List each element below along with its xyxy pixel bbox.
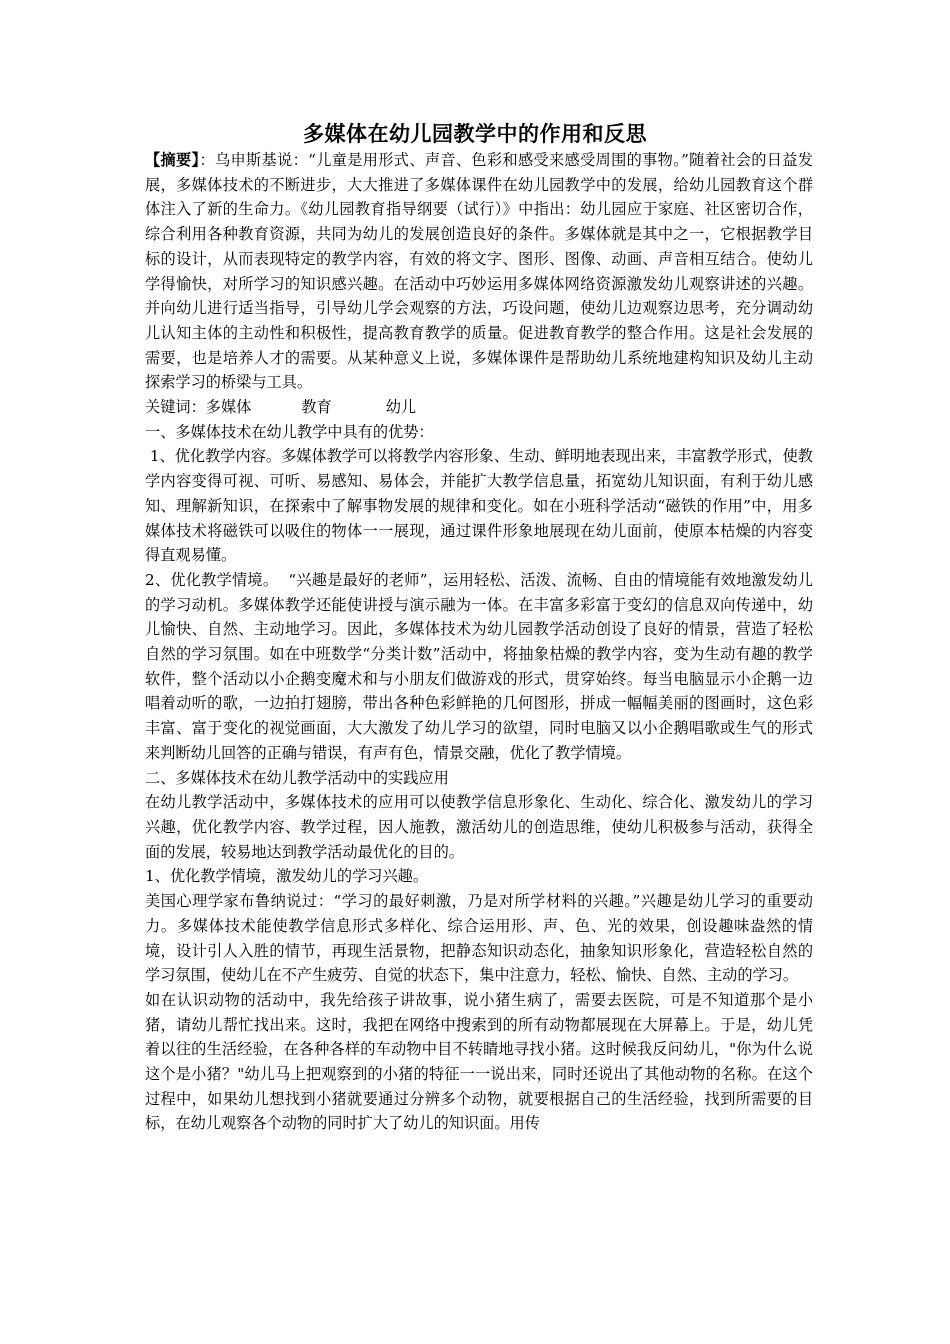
paragraph: 2、优化教学情境。 “兴趣是最好的老师”，运用轻松、活泼、流畅、自由的情境能有效地激发幼儿的学习动机。多媒体教学还能使讲授与演示融为一体。在丰富多彩富于变幻的信息双向传递中，幼儿愉快、自然、主动地学习。因此，多媒体技术为幼儿园教学活动创设了良好的情景，营造了轻松自然的学习氛围。如在中班数学“分类计数”活动中，将抽象枯燥的教学内容，变为生动有趣的教学软件，整个活动以小企鹅变魔术和与小朋友们做游戏的形式，贯穿始终。每当电脑显示小企鹅一边唱着动听的歌，一边拍打翅膀，带出各种色彩鲜艳的几何图形，拼成一幅幅美丽的图画时，这色彩丰富、富于变化的视觉画面，大大激发了幼儿学习的欲望，同时电脑又以小企鹅唱歌或生气的形式来判断幼儿回答的正确与错误，有声有色，情景交融，优化了教学情境。: [145, 570, 813, 762]
abstract-text: ：乌申斯基说：“儿童是用形式、声音、色彩和感受来感受周围的事物。”随着社会的日益发展，多媒体技术的不断进步，大大推进了多媒体课件在幼儿园教学中的发展，给幼儿园教育这个群体注入了新的生命力。《幼儿园教育指导纲要（试行）》中指出：幼儿园应于家庭、社区密切合作，综合利用各种教育资源，共同为幼儿的发展创造良好的条件。多媒体就是其中之一，它根据教学目标的设计，从而表现特定的教学内容，有效的将文字、图形、图像、动画、声音相互结合。使幼儿学得愉快，对所学习的知识感兴趣。在活动中巧妙运用多媒体网络资源激发幼儿观察讲述的兴趣。并向幼儿进行适当指导，引导幼儿学会观察的方法，巧设问题，使幼儿边观察边思考，充分调动幼儿认知主体的主动性和积极性，提高教育教学的质量。促进教育教学的整合作用。这是社会发展的需要，也是培养人才的需要。从某种意义上说，多媒体课件是帮助幼儿系统地建构知识及幼儿主动探索学习的桥梁与工具。: [145, 151, 813, 392]
section-heading: 二、多媒体技术在幼儿教学活动中的实践应用: [145, 768, 449, 787]
document-body: [145, 148, 813, 1136]
abstract-label: 【摘要】: [145, 151, 200, 169]
subsection-heading: 1、优化教学情境，激发幼儿的学习兴趣。: [145, 867, 429, 886]
document-title: 多媒体在幼儿园教学中的作用和反思: [303, 122, 647, 146]
keywords-label: 关键词：: [145, 398, 206, 417]
paragraph: 如在认识动物的活动中，我先给孩子讲故事，说小猪生病了，需要去医院，可是不知道那个是小猪，请幼儿帮忙找出来。这时，我把在网络中搜索到的所有动物都展现在大屏幕上。于是，幼儿凭着以往的生活经验，在各种各样的车动物中目不转睛地寻找小猪。这时候我反问幼儿，"你为什么说这个是小猪？"幼儿马上把观察到的小猪的特征一一说出来，同时还说出了其他动物的名称。在这个过程中，如果幼儿想找到小猪就要通过分辨多个动物，就要根据自己的生活经验，找到所需要的目标，在幼儿观察各个动物的同时扩大了幼儿的知识面。用传: [145, 990, 813, 1133]
paragraph: 在幼儿教学活动中，多媒体技术的应用可以使教学信息形象化、生动化、综合化、激发幼儿的学习兴趣，优化教学内容、教学过程，因人施教，激活幼儿的创造思维，使幼儿积极参与活动，获得全面的发展，较易地达到教学活动最优化的目的。: [145, 793, 813, 861]
keyword: 多媒体: [205, 398, 252, 417]
keyword: 教育: [301, 398, 332, 417]
keywords-line: [145, 395, 813, 420]
keyword: 幼儿: [385, 398, 417, 417]
section-heading: 一、多媒体技术在幼儿教学中具有的优势：: [145, 422, 434, 441]
paragraph: 1、优化教学内容。多媒体教学可以将教学内容形象、生动、鲜明地表现出来，丰富教学形式，使教学内容变得可视、可听、易感知、易体会，并能扩大教学信息量，拓宽幼儿知识面，有利于幼儿感知、理解新知识，在探索中了解事物发展的规律和变化。如在小班科学活动“磁铁的作用”中，用多媒体技术将磁铁可以吸住的物体一一展现，通过课件形象地展现在幼儿面前，使原本枯燥的内容变得直观易懂。: [145, 447, 813, 565]
abstract-paragraph: [145, 148, 813, 395]
paragraph: 美国心理学家布鲁纳说过：“学习的最好刺激，乃是对所学材料的兴趣。”兴趣是幼儿学习的重要动力。多媒体技术能使教学信息形式多样化、综合运用形、声、色、光的效果，创设趣味盎然的情境，设计引人入胜的情节，再现生活景物，把静态知识动态化，抽象知识形象化，营造轻松自然的学习氛围，使幼儿在不产生疲劳、自觉的状态下，集中注意力，轻松、愉快、自然、主动的学习。: [145, 892, 813, 985]
